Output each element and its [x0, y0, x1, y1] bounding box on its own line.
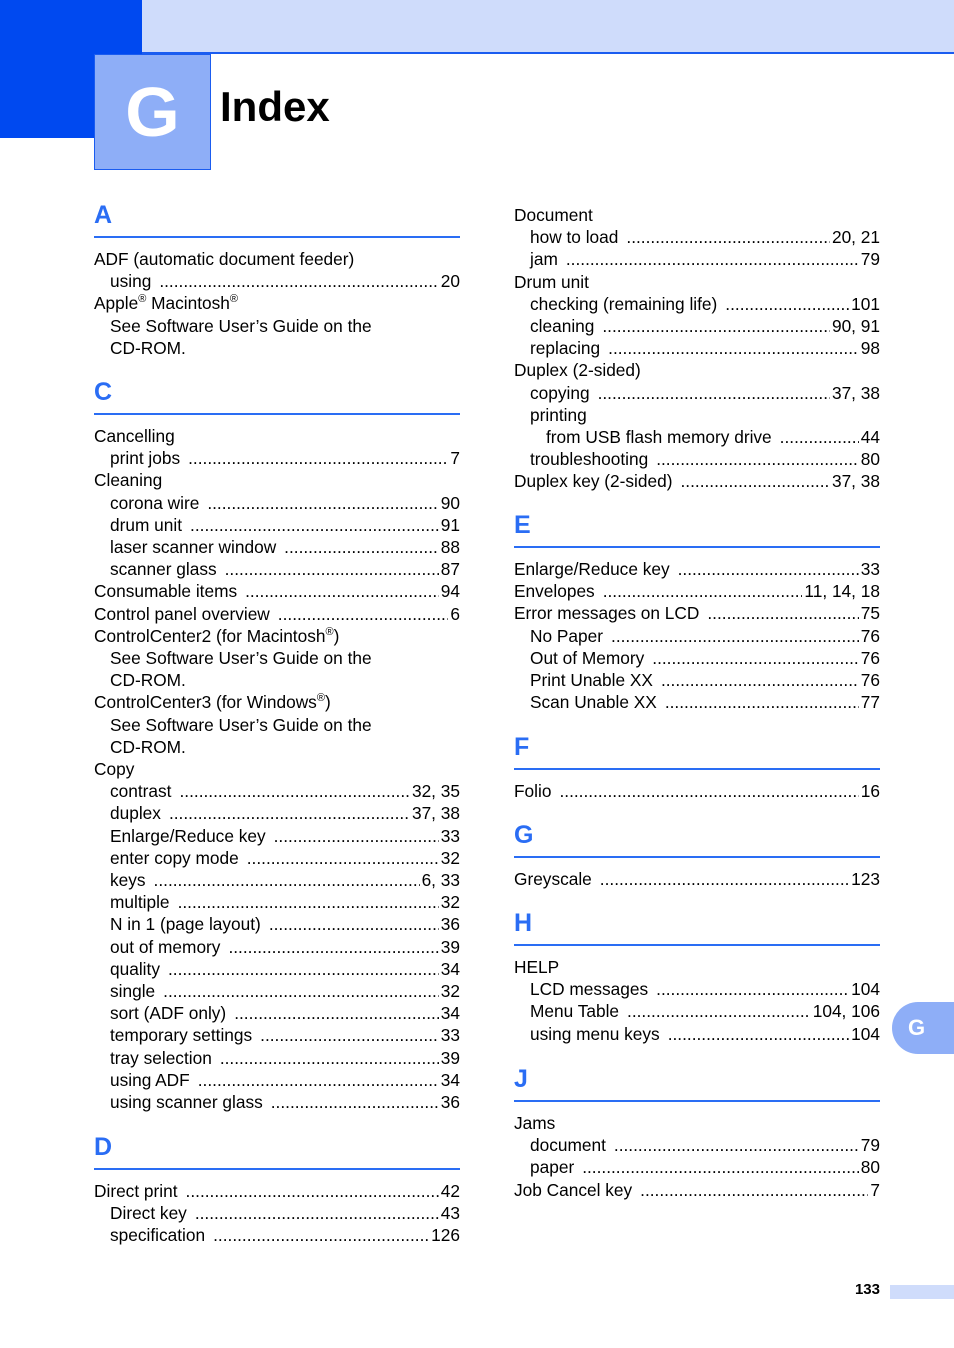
- index-term: HELP: [514, 957, 560, 977]
- index-entries: [514, 780, 880, 802]
- index-term: duplex: [110, 803, 161, 824]
- dot-leader: [656, 448, 859, 470]
- index-entry: [94, 780, 460, 802]
- index-entry: [514, 382, 880, 404]
- index-entry: [514, 625, 880, 647]
- dot-leader: [186, 1180, 439, 1202]
- index-entry: [94, 1069, 460, 1091]
- index-page-reference: 101: [851, 293, 880, 314]
- index-entries: [514, 558, 880, 713]
- index-term: Enlarge/Reduce key: [514, 559, 670, 579]
- section-header: [514, 906, 880, 946]
- index-entry: [514, 602, 880, 624]
- dot-leader: [602, 315, 830, 337]
- index-term: printing: [530, 404, 587, 425]
- index-term: checking (remaining life): [530, 293, 718, 314]
- index-page-reference: 123: [851, 869, 880, 889]
- index-term: tray selection: [110, 1047, 212, 1068]
- index-term: Copy: [94, 759, 135, 780]
- index-entry: [514, 226, 880, 248]
- index-term: enter copy mode: [110, 847, 239, 868]
- dot-leader: [582, 1156, 859, 1178]
- dot-leader: [179, 780, 409, 802]
- index-entry: [94, 1047, 460, 1069]
- index-entry: [94, 514, 460, 536]
- dot-leader: [566, 248, 859, 270]
- index-term: ControlCenter2 (for Macintosh®): [94, 625, 340, 646]
- index-entry: [94, 558, 460, 580]
- index-page-reference: 77: [860, 692, 880, 713]
- dot-leader: [614, 1134, 859, 1156]
- dot-leader: [234, 1002, 439, 1024]
- page-number-bar: [890, 1285, 954, 1299]
- index-term: Control panel overview: [94, 603, 270, 624]
- index-entry: [94, 669, 460, 691]
- index-page-reference: 44: [860, 427, 880, 448]
- dot-leader: [169, 802, 410, 824]
- index-entry: [94, 647, 460, 669]
- index-entry: [94, 1202, 460, 1224]
- index-entry: [514, 978, 880, 1000]
- section-divider: [514, 546, 880, 548]
- index-page-reference: 90: [440, 492, 460, 513]
- index-entry: [94, 603, 460, 625]
- index-page-reference: 7: [870, 1179, 880, 1200]
- dot-leader: [611, 625, 859, 647]
- index-section-a: [94, 198, 460, 359]
- index-page-reference: 80: [860, 449, 880, 470]
- index-entry: [94, 315, 460, 337]
- index-entry: [94, 270, 460, 292]
- dot-leader: [198, 1069, 439, 1091]
- dot-leader: [220, 1047, 439, 1069]
- index-page-reference: 98: [860, 338, 880, 359]
- index-entry: [514, 647, 880, 669]
- dot-leader: [707, 602, 858, 624]
- index-entry: [94, 1224, 460, 1246]
- dot-leader: [195, 1202, 439, 1224]
- index-page-reference: 91: [440, 514, 460, 535]
- index-page-reference: 37, 38: [411, 803, 460, 824]
- index-term: how to load: [530, 227, 619, 248]
- dot-leader: [271, 1091, 439, 1113]
- index-page-reference: 32: [440, 981, 460, 1002]
- section-letter: J: [514, 1065, 528, 1093]
- section-divider: [94, 236, 460, 238]
- index-page-reference: 32, 35: [411, 781, 460, 802]
- page-title: Index: [220, 83, 330, 130]
- index-term: Direct print: [94, 1181, 178, 1201]
- index-term: quality: [110, 958, 160, 979]
- dot-leader: [603, 580, 803, 602]
- section-letter: H: [514, 909, 533, 937]
- dot-leader: [213, 1224, 429, 1246]
- index-term: using: [110, 271, 152, 292]
- index-entries: [94, 425, 460, 1113]
- index-entry: [514, 1000, 880, 1022]
- index-entry: [514, 204, 880, 226]
- index-page-reference: 6, 33: [421, 870, 460, 891]
- index-page-reference: 36: [440, 914, 460, 935]
- index-term: temporary settings: [110, 1025, 253, 1046]
- index-term: out of memory: [110, 936, 221, 957]
- index-entry: [94, 958, 460, 980]
- index-page-reference: 39: [440, 936, 460, 957]
- dot-leader: [640, 1179, 868, 1201]
- index-entry: [94, 425, 460, 447]
- index-entry: [514, 426, 880, 448]
- index-entry: [94, 248, 460, 270]
- index-section-c: [94, 375, 460, 1113]
- index-term: Job Cancel key: [514, 1179, 633, 1200]
- index-entry: [514, 248, 880, 270]
- page-number: 133: [854, 1281, 880, 1298]
- index-entry: [514, 359, 880, 381]
- index-page-reference: 34: [440, 1069, 460, 1090]
- chapter-letter-box: G: [94, 54, 211, 170]
- index-page-reference: 76: [860, 647, 880, 668]
- index-entry: [94, 847, 460, 869]
- dot-leader: [269, 913, 439, 935]
- index-term: Cancelling: [94, 426, 175, 446]
- index-term: drum unit: [110, 514, 183, 535]
- section-header: [514, 818, 880, 858]
- index-page-reference: 37, 38: [831, 382, 880, 403]
- dot-leader: [668, 1023, 849, 1045]
- section-header: [514, 730, 880, 770]
- index-entry: [94, 292, 460, 314]
- section-header: [94, 1130, 460, 1170]
- index-section-d: [94, 1130, 460, 1247]
- section-divider: [514, 944, 880, 946]
- dot-leader: [245, 580, 439, 602]
- dot-leader: [247, 847, 439, 869]
- dot-leader: [678, 558, 859, 580]
- index-section-h: [514, 906, 880, 1045]
- dot-leader: [627, 1000, 811, 1022]
- index-term: using scanner glass: [110, 1092, 263, 1113]
- dot-leader: [656, 978, 849, 1000]
- dot-leader: [274, 825, 439, 847]
- index-page-reference: 32: [440, 892, 460, 913]
- section-header: [514, 508, 880, 548]
- index-term: Cleaning: [94, 470, 163, 491]
- index-entry: [94, 891, 460, 913]
- index-page-reference: 104: [851, 1023, 880, 1044]
- index-entries: [94, 1180, 460, 1247]
- index-term: CD-ROM.: [110, 736, 186, 757]
- index-term: Drum unit: [514, 271, 589, 292]
- section-header: [94, 198, 460, 238]
- index-page-reference: 36: [440, 1092, 460, 1113]
- index-entry: [514, 1134, 880, 1156]
- index-term: paper: [530, 1157, 575, 1178]
- index-page-reference: 76: [860, 670, 880, 691]
- index-entry: [94, 1091, 460, 1113]
- index-page-reference: 34: [440, 958, 460, 979]
- index-page-reference: 94: [440, 581, 460, 602]
- index-term: replacing: [530, 338, 601, 359]
- index-term: specification: [110, 1225, 206, 1246]
- index-term: LCD messages: [530, 979, 649, 1000]
- index-entry: [94, 825, 460, 847]
- section-divider: [514, 856, 880, 858]
- index-term: Out of Memory: [530, 647, 645, 668]
- index-page-reference: 80: [860, 1157, 880, 1178]
- index-entry: [94, 913, 460, 935]
- section-divider: [514, 768, 880, 770]
- section-divider: [514, 1100, 880, 1102]
- index-term: Apple® Macintosh®: [94, 293, 238, 314]
- index-entry: [514, 669, 880, 691]
- index-term: single: [110, 981, 156, 1002]
- index-entry: [514, 1179, 880, 1201]
- dot-leader: [608, 337, 859, 359]
- index-term: document: [530, 1135, 606, 1156]
- index-term: multiple: [110, 892, 170, 913]
- dot-leader: [780, 426, 859, 448]
- dot-leader: [559, 780, 858, 802]
- index-section-j: [514, 1062, 880, 1201]
- index-entry: [94, 802, 460, 824]
- index-page-reference: 76: [860, 625, 880, 646]
- dot-leader: [207, 492, 438, 514]
- index-entry: [94, 492, 460, 514]
- index-entry: [94, 758, 460, 780]
- section-letter: E: [514, 511, 531, 539]
- index-page-reference: 20, 21: [831, 227, 880, 248]
- index-term: ControlCenter3 (for Windows®): [94, 692, 331, 713]
- index-term: laser scanner window: [110, 537, 277, 558]
- index-page-reference: 7: [450, 448, 460, 469]
- index-entry: [94, 936, 460, 958]
- index-page-reference: 75: [860, 603, 880, 624]
- section-letter: G: [514, 821, 534, 849]
- section-header: [94, 375, 460, 415]
- dot-leader: [598, 382, 830, 404]
- index-entries: [514, 1112, 880, 1201]
- index-page-reference: 37, 38: [831, 471, 880, 492]
- index-entry: [94, 691, 460, 713]
- index-entry: [514, 1023, 880, 1045]
- index-entry: [514, 470, 880, 492]
- dot-leader: [278, 603, 449, 625]
- index-page-reference: 32: [440, 847, 460, 868]
- index-term: sort (ADF only): [110, 1003, 227, 1024]
- index-section-e: [514, 508, 880, 713]
- index-term: See Software User’s Guide on the: [110, 714, 372, 735]
- index-entry: [94, 337, 460, 359]
- dot-leader: [652, 647, 858, 669]
- index-term: cleaning: [530, 316, 595, 337]
- index-entries: [514, 204, 880, 493]
- index-page-reference: 16: [860, 781, 880, 801]
- index-page-reference: 33: [860, 559, 880, 579]
- index-section-f: [514, 730, 880, 802]
- index-term: keys: [110, 870, 146, 891]
- index-term: Direct key: [110, 1203, 187, 1224]
- index-page-reference: 33: [440, 825, 460, 846]
- dot-leader: [228, 936, 438, 958]
- index-page-reference: 20: [440, 271, 460, 292]
- dot-leader: [626, 226, 830, 248]
- index-page-reference: 79: [860, 1135, 880, 1156]
- index-entry: [514, 780, 880, 802]
- index-page-reference: 42: [440, 1181, 460, 1201]
- index-term: CD-ROM.: [110, 337, 186, 358]
- section-divider: [94, 413, 460, 415]
- dot-leader: [661, 669, 859, 691]
- index-section-g: [514, 818, 880, 890]
- index-entry: [94, 736, 460, 758]
- index-term: scanner glass: [110, 559, 217, 580]
- header-band: [142, 0, 954, 54]
- index-term: using ADF: [110, 1069, 190, 1090]
- index-page-reference: 39: [440, 1047, 460, 1068]
- index-entry: [514, 337, 880, 359]
- dot-leader: [178, 891, 439, 913]
- index-term: Envelopes: [514, 581, 595, 602]
- index-term: See Software User’s Guide on the: [110, 315, 372, 336]
- section-letter: C: [94, 378, 113, 406]
- section-divider: [94, 1168, 460, 1170]
- index-section-d-continued: [514, 204, 880, 493]
- index-page-reference: 43: [440, 1203, 460, 1224]
- dot-leader: [600, 868, 849, 890]
- index-entry: [94, 714, 460, 736]
- index-term: corona wire: [110, 492, 200, 513]
- index-page-reference: 34: [440, 1003, 460, 1024]
- index-term: Folio: [514, 781, 552, 801]
- index-page-reference: 126: [431, 1225, 460, 1246]
- index-term: print jobs: [110, 448, 181, 469]
- index-term: Document: [514, 205, 593, 225]
- index-term: jam: [530, 249, 558, 270]
- index-page-reference: 88: [440, 537, 460, 558]
- index-term: CD-ROM.: [110, 670, 186, 691]
- dot-leader: [159, 270, 438, 292]
- section-letter: D: [94, 1133, 113, 1161]
- index-entries: [514, 868, 880, 890]
- section-header: [514, 1062, 880, 1102]
- index-entry: [514, 404, 880, 426]
- index-term: using menu keys: [530, 1023, 660, 1044]
- index-entry: [514, 868, 880, 890]
- index-entry: [514, 293, 880, 315]
- index-term: Consumable items: [94, 581, 238, 602]
- index-entry: [514, 691, 880, 713]
- index-page-reference: 79: [860, 249, 880, 270]
- index-term: Scan Unable XX: [530, 692, 657, 713]
- index-entry: [94, 625, 460, 647]
- chapter-side-tab: G: [892, 1002, 954, 1054]
- index-page-reference: 104: [851, 979, 880, 1000]
- index-entry: [514, 315, 880, 337]
- dot-leader: [188, 447, 448, 469]
- index-term: Jams: [514, 1113, 556, 1133]
- index-term: Duplex key (2-sided): [514, 471, 673, 492]
- index-term: Greyscale: [514, 869, 592, 889]
- index-term: Error messages on LCD: [514, 603, 700, 624]
- dot-leader: [168, 958, 439, 980]
- index-entry: [514, 1156, 880, 1178]
- index-entry: [94, 869, 460, 891]
- index-term: contrast: [110, 781, 172, 802]
- dot-leader: [260, 1024, 439, 1046]
- section-letter: F: [514, 733, 530, 761]
- index-page-reference: 87: [440, 559, 460, 580]
- dot-leader: [163, 980, 439, 1002]
- section-letter: A: [94, 201, 113, 229]
- index-term: copying: [530, 382, 590, 403]
- index-entry: [514, 1112, 880, 1134]
- dot-leader: [725, 293, 849, 315]
- dot-leader: [225, 558, 439, 580]
- index-entry: [94, 536, 460, 558]
- index-term: See Software User’s Guide on the: [110, 648, 372, 669]
- index-term: No Paper: [530, 625, 604, 646]
- index-term: N in 1 (page layout): [110, 914, 261, 935]
- index-page-reference: 104, 106: [812, 1001, 880, 1022]
- index-entry: [94, 447, 460, 469]
- index-term: Enlarge/Reduce key: [110, 825, 266, 846]
- index-term: ADF (automatic document feeder): [94, 249, 355, 269]
- index-page-reference: 6: [450, 603, 460, 624]
- dot-leader: [190, 514, 439, 536]
- index-entry: [514, 558, 880, 580]
- index-term: Print Unable XX: [530, 670, 653, 691]
- index-term: from USB flash memory drive: [546, 427, 772, 448]
- index-entry: [94, 1180, 460, 1202]
- index-entry: [94, 1002, 460, 1024]
- index-entry: [514, 271, 880, 293]
- index-term: Duplex (2-sided): [514, 360, 641, 381]
- index-term: Menu Table: [530, 1001, 620, 1022]
- dot-leader: [680, 470, 829, 492]
- index-entry: [514, 448, 880, 470]
- index-entry: [94, 980, 460, 1002]
- index-entries: [514, 956, 880, 1045]
- index-term: troubleshooting: [530, 449, 649, 470]
- dot-leader: [154, 869, 420, 891]
- index-entries: [94, 248, 460, 359]
- index-entry: [94, 1024, 460, 1046]
- dot-leader: [665, 691, 859, 713]
- index-page-reference: 33: [440, 1025, 460, 1046]
- index-entry: [514, 956, 880, 978]
- index-entry: [514, 580, 880, 602]
- dot-leader: [284, 536, 439, 558]
- index-entry: [94, 580, 460, 602]
- index-page-reference: 11, 14, 18: [804, 581, 880, 602]
- index-page-reference: 90, 91: [831, 316, 880, 337]
- index-entry: [94, 469, 460, 491]
